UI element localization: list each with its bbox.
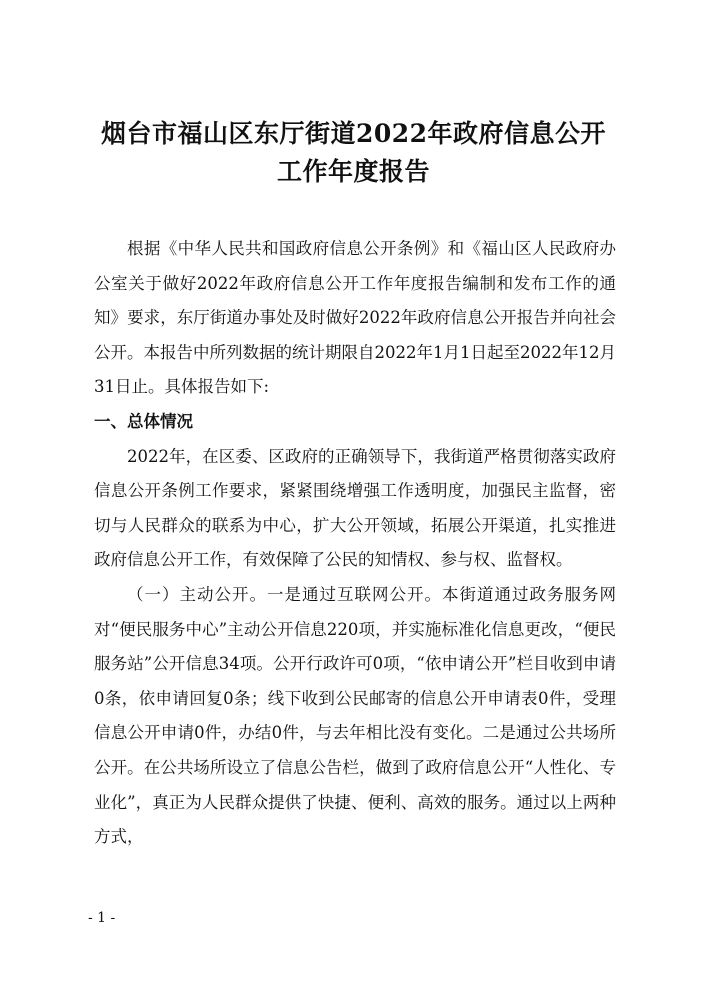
- overview-paragraph: 2022年，在区委、区政府的正确领导下，我街道严格贯彻落实政府信息公开条例工作要求，紧紧围绕增强工作透明度，加强民主监督，密切与人民群众的联系为中心，扩大公开领域，拓展公开渠道，扎实推进政府信息公开工作，有效保障了公民的知情权、参与权、监督权。: [94, 446, 616, 570]
- page-number: - 1 -: [88, 910, 116, 926]
- active-disclosure-paragraph: （一）主动公开。一是通过互联网公开。本街道通过政务服务网对“便民服务中心”主动公开信息220项，并实施标准化信息更改，“便民服务站”公开信息34项。公开行政许可0项，“依申请公开”栏目收到申请0条，依申请回复0条；线下收到公民邮寄的信息公开申请表0件，受理信息公开申请0件，办结0件，与去年相比没有变化。二是通过公共场所公开。在公共场所设立了信息公告栏，做到了政府信息公开“人性化、专业化”，真正为人民群众提供了快捷、便利、高效的服务。通过以上两种方式，: [94, 584, 616, 847]
- document-title-line-2: 工作年度报告: [276, 157, 430, 186]
- intro-paragraph: 根据《中华人民共和国政府信息公开条例》和《福山区人民政府办公室关于做好2022年政府信息公开工作年度报告编制和发布工作的通知》要求，东厅街道办事处及时做好2022年政府信息公开报告并向社会公开。本报告中所列数据的统计期限自2022年1月1日起至2022年12月31日止。具体报告如下:: [94, 239, 616, 397]
- document-body: [94, 232, 616, 855]
- document-title-line-1: 烟台市福山区东厅街道2022年政府信息公开: [100, 119, 607, 148]
- section-heading-overview: 一、总体情况: [94, 411, 193, 431]
